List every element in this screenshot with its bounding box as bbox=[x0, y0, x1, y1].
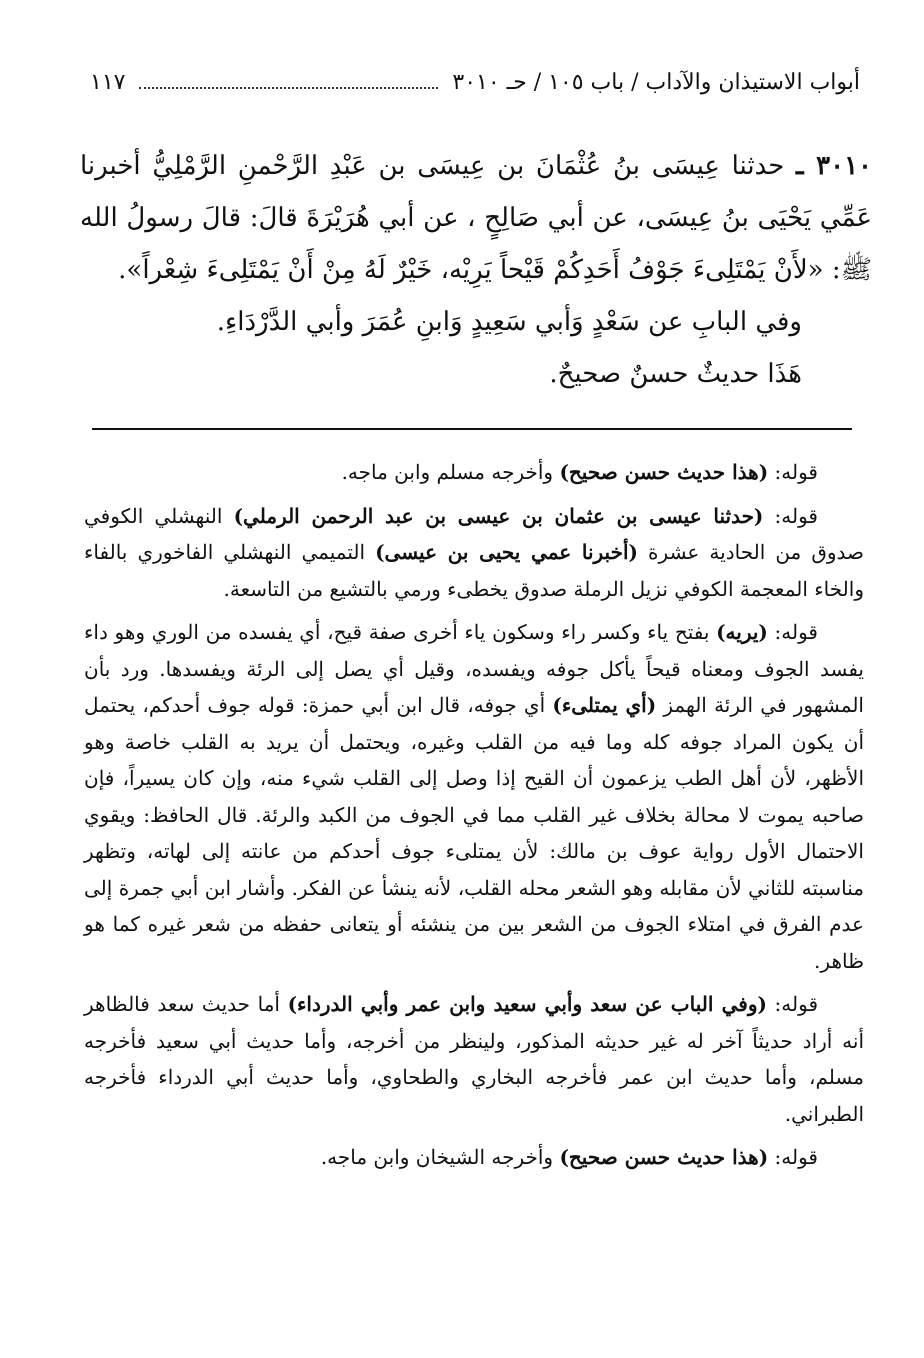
commentary-text: النهشلي الكوفي صدوق من الحادية عشرة bbox=[84, 503, 864, 564]
commentary-lead: قوله: bbox=[767, 620, 818, 644]
commentary-quote: (هذا حديث حسن صحيح) bbox=[559, 460, 769, 484]
commentary-lead: قوله: bbox=[766, 992, 818, 1016]
commentary-text: أما حديث سعد فالظاهر أنه أراد حديثاً آخر له غير حديثه المذكور، ولينظر من أخرجه، وأما حديث أبي سعيد فأخرجه مسلم، وأما حديث ابن عمر فأخرجه البخاري والطحاوي، وأما حديث أبي الدرداء فأخرجه الطبراني. bbox=[84, 992, 864, 1126]
page-number: ١١٧ bbox=[90, 69, 126, 95]
running-title: أبواب الاستيذان والآداب / باب ١٠٥ / حـ ٣٠١٠ bbox=[452, 69, 860, 95]
page-header bbox=[90, 62, 860, 102]
commentary-text: بفتح ياء وكسر راء وسكون ياء أخرى صفة قيح، أي يفسده من الوري وهو داء يفسد الجوف ومعناه قيحاً يأكل جوفه ويفسده، وقيل أي يصل إلى الرئة ويفسدها. ورد بأن المشهور في الرئة الهمز bbox=[84, 620, 864, 717]
commentary-lead: قوله: bbox=[768, 460, 818, 484]
commentary-paragraph-4 bbox=[84, 986, 864, 1132]
grade-line: هَذَا حديثٌ حسنٌ صحيحٌ. bbox=[549, 359, 802, 389]
hadith-body: حدثنا عِيسَى بنُ عُثْمَانَ بن عِيسَى بن عَبْدِ الرَّحْمنِ الرَّمْلِيُّ أخبرنا عَمِّي يَحْيَى بنُ عِيسَى، عن أبي صَالِحٍ ، عن أبي هُرَيْرَةَ قالَ: قالَ رسولُ الله ﷺ: «لأَنْ يَمْتَلِىءَ جَوْفُ أَحَدِكُمْ قَيْحاً يَرِيْه، خَيْرٌ لَهُ مِنْ أَنْ يَمْتَلِىءَ شِعْراً». bbox=[80, 151, 872, 285]
hadith-text-block bbox=[80, 140, 872, 400]
commentary-block bbox=[84, 454, 864, 1183]
commentary-lead: قوله: bbox=[768, 1145, 818, 1169]
bab-line: وفي البابِ عن سَعْدٍ وَأبي سَعِيدٍ وَابنِ عُمَرَ وأبي الدَّرْدَاءِ. bbox=[216, 307, 802, 337]
footnote-divider bbox=[92, 428, 852, 430]
commentary-paragraph-3 bbox=[84, 614, 864, 979]
commentary-text: أي جوفه، قال ابن أبي حمزة: قوله جوف أحدكم، يحتمل أن يكون المراد جوفه كله وما فيه من القلب وغيره، ويحتمل أن يريد به القلب خاصة وهو الأظهر، لأن أهل الطب يزعمون أن القيح إذا وصل إلى القلب شيء منه، وإن كان يسيراً، فإن صاحبه يموت لا محالة بخلاف غير القلب مما في الجوف من الكبد والرئة. قال الحافظ: ويقوي الاحتمال الأول رواية عوف بن مالك: لأن يمتلىء جوف أحدكم من عانته إلى لهاته، وتظهر مناسبته للثاني لأن مقابله وهو الشعر محله القلب، لأنه ينشأ عن الفكر. وأشار ابن أبي جمرة إلى عدم الفرق في امتلاء الجوف من الشعر بين من ينشئه أو يتعانى حفظه من شعر غيره كما هو ظاهر. bbox=[84, 693, 864, 973]
commentary-quote: (وفي الباب عن سعد وأبي سعيد وابن عمر وأبي الدرداء) bbox=[287, 992, 767, 1016]
commentary-paragraph-1 bbox=[84, 454, 864, 491]
commentary-quote: (أخبرنا عمي يحيى بن عيسى) bbox=[375, 540, 638, 564]
commentary-paragraph-5 bbox=[84, 1139, 864, 1176]
commentary-paragraph-2 bbox=[84, 498, 864, 608]
commentary-quote: (حدثنا عيسى بن عثمان بن عيسى بن عبد الرحمن الرملي) bbox=[233, 503, 764, 528]
commentary-lead: قوله: bbox=[763, 503, 818, 528]
commentary-quote: (هذا حديث حسن صحيح) bbox=[559, 1145, 769, 1169]
commentary-text: وأخرجه مسلم وابن ماجه. bbox=[341, 460, 560, 484]
hadith-paragraph bbox=[80, 140, 872, 296]
dotted-leader bbox=[139, 87, 438, 89]
hadith-number: ٣٠١٠ ـ bbox=[796, 151, 873, 181]
commentary-quote: (أي يمتلىء) bbox=[552, 693, 657, 717]
commentary-quote: (يريه) bbox=[716, 620, 768, 644]
commentary-text: وأخرجه الشيخان وابن ماجه. bbox=[320, 1145, 560, 1169]
commentary-text: التميمي النهشلي الفاخوري بالفاء والخاء المعجمة الكوفي نزيل الرملة صدوق يخطىء ورمي بالتشيع من التاسعة. bbox=[84, 540, 864, 601]
